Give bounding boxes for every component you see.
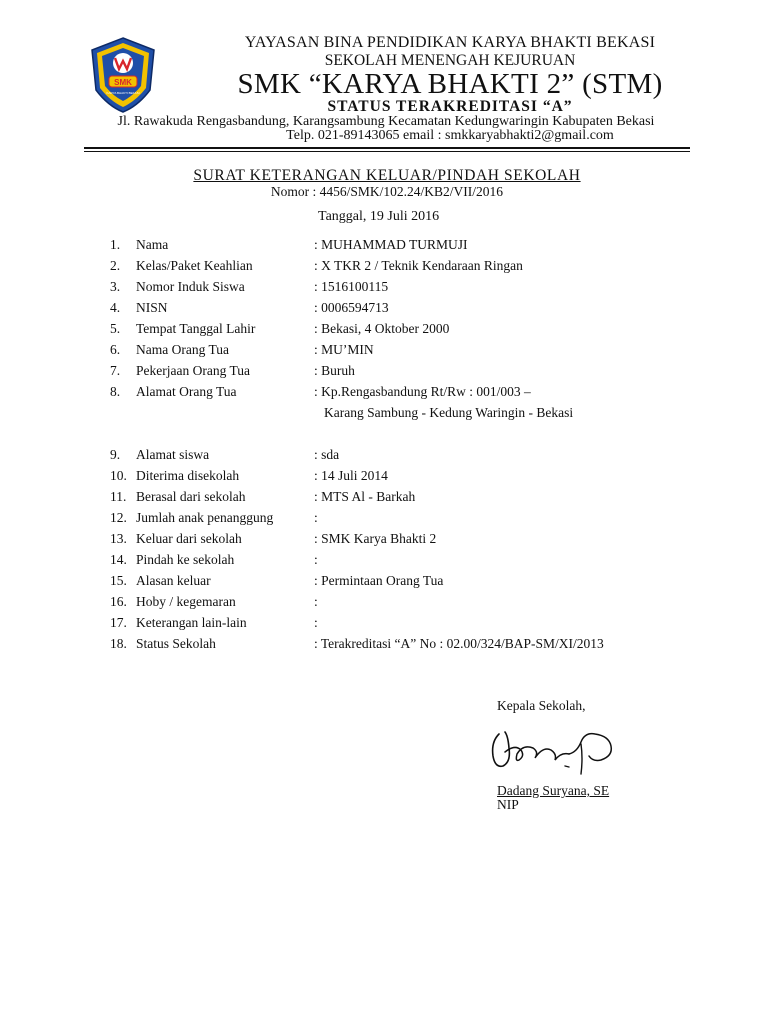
list-item: 13. Keluar dari sekolah : SMK Karya Bhakti 2 — [110, 531, 437, 546]
list-item: 7. Pekerjaan Orang Tua : Buruh — [110, 363, 355, 378]
signatory-nip: NIP — [497, 797, 519, 812]
list-item: 14. Pindah ke sekolah : — [110, 552, 318, 567]
list-item: 2. Kelas/Paket Keahlian : X TKR 2 / Teknik Kendaraan Ringan — [110, 258, 523, 273]
svg-text:KARYA BHAKTI BEKASI: KARYA BHAKTI BEKASI — [106, 91, 140, 95]
letterhead-divider-thick — [84, 147, 690, 149]
letterhead-divider-thin — [84, 151, 690, 152]
signature-icon — [485, 722, 625, 780]
svg-text:SMK: SMK — [114, 78, 132, 87]
list-item: 1. Nama : MUHAMMAD TURMUJI — [110, 237, 468, 252]
school-name: SMK “KARYA BHAKTI 2” (STM) — [237, 68, 663, 100]
list-item: 10. Diterima disekolah : 14 Juli 2014 — [110, 468, 388, 483]
list-item: 15. Alasan keluar : Permintaan Orang Tua — [110, 573, 444, 588]
list-item: 12. Jumlah anak penanggung : — [110, 510, 318, 525]
list-item: 4. NISN : 0006594713 — [110, 300, 389, 315]
letter-number: Nomor : 4456/SMK/102.24/KB2/VII/2016 — [270, 184, 504, 199]
list-item: 8. Alamat Orang Tua : Kp.Rengasbandung Rt/Rw : 001/003 – — [110, 384, 531, 399]
signatory-name: Dadang Suryana, SE — [497, 783, 610, 798]
student-data-list — [110, 234, 690, 654]
letter-title: SURAT KETERANGAN KELUAR/PINDAH SEKOLAH — [193, 167, 581, 184]
school-contact: Telp. 021-89143065 email : smkkaryabhakti2@gmail.com — [286, 128, 614, 143]
signatory-role: Kepala Sekolah, — [497, 698, 586, 713]
letter-date: Tanggal, 19 Juli 2016 — [318, 209, 440, 224]
list-item: 6. Nama Orang Tua : MU’MIN — [110, 342, 374, 357]
school-level: SEKOLAH MENENGAH KEJURUAN — [324, 52, 576, 69]
list-item: 9. Alamat siswa : sda — [110, 447, 340, 462]
accreditation-status: STATUS TERAKREDITASI “A” — [327, 98, 573, 115]
list-item: 11. Berasal dari sekolah : MTS Al - Barkah — [110, 489, 416, 504]
school-address: Jl. Rawakuda Rengasbandung, Karangsambung Kecamatan Kedungwaringin Kabupaten Bekasi — [117, 114, 655, 129]
address-continuation: Karang Sambung - Kedung Waringin - Bekasi — [324, 405, 574, 420]
list-item: 3. Nomor Induk Siswa : 1516100115 — [110, 279, 389, 294]
section-spacer — [110, 423, 690, 444]
list-item: 17. Keterangan lain-lain : — [110, 615, 318, 630]
list-item: 18. Status Sekolah : Terakreditasi “A” No : 02.00/324/BAP-SM/XI/2013 — [110, 636, 604, 651]
handwritten-signature — [485, 722, 625, 780]
list-item: 16. Hoby / kegemaran : — [110, 594, 318, 609]
list-item: 5. Tempat Tanggal Lahir : Bekasi, 4 Oktober 2000 — [110, 321, 450, 336]
foundation-name: YAYASAN BINA PENDIDIKAN KARYA BHAKTI BEKASI — [244, 34, 656, 51]
